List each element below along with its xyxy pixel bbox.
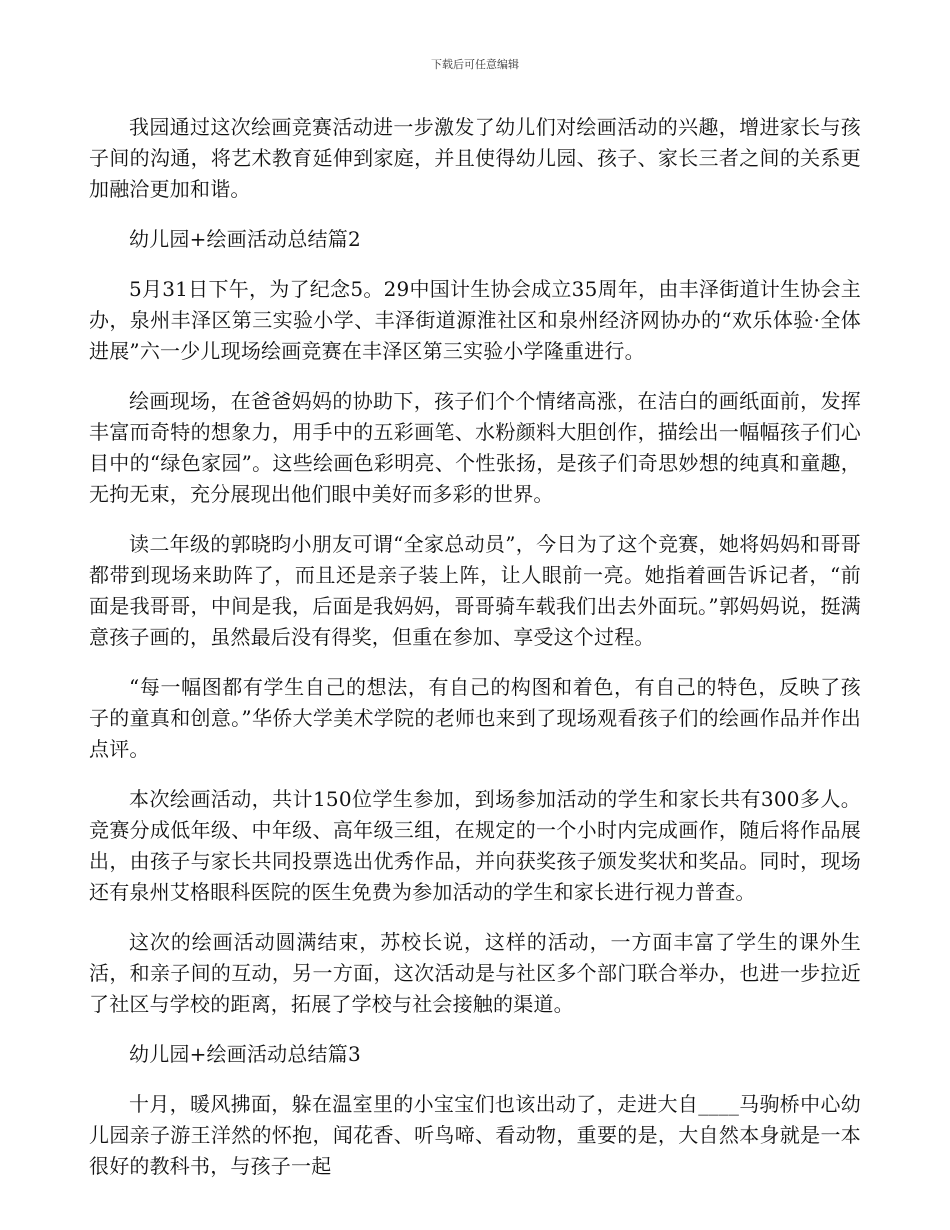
paragraph-summary-intro: 我园通过这次绘画竞赛活动进一步激发了幼儿们对绘画活动的兴趣，增进家长与孩子间的沟通，将艺术教育延伸到家庭，并且使得幼儿园、孩子、家长三者之间的关系更加融洽更加和谐。: [89, 115, 861, 201]
document-body: [89, 112, 861, 1201]
paragraph-conclusion: 这次的绘画活动圆满结束，苏校长说，这样的活动，一方面丰富了学生的课外生活，和亲子间的互动，另一方面，这次活动是与社区多个部门联合举办，也进一步拉近了社区与学校的距离，拓展了学校与社会接触的渠道。: [89, 930, 861, 1016]
page-header: 下载后可任意编辑: [431, 58, 519, 71]
section-heading-2: 幼儿园+绘画活动总结篇2: [129, 227, 361, 251]
paragraph-drawing-scene: 绘画现场，在爸爸妈妈的协助下，孩子们个个情绪高涨，在洁白的画纸面前，发挥丰富而奇特的想象力，用手中的五彩画笔、水粉颜料大胆创作，描绘出一幅幅孩子们心目中的“绿色家园”。这些绘画色彩明亮、个性张扬，是孩子们奇思妙想的纯真和童趣，无拘无束，充分展现出他们眼中美好而多彩的世界。: [89, 389, 861, 506]
paragraph-october-trip: 十月，暖风拂面，躲在温室里的小宝宝们也该出动了，走进大自____马驹桥中心幼儿园亲子游王洋然的怀抱，闻花香、听鸟啼、看动物，重要的是，大自然本身就是一本很好的教科书，与孩子一起: [89, 1092, 861, 1178]
paragraph-family-story: 读二年级的郭晓昀小朋友可谓“全家总动员”，今日为了这个竞赛，她将妈妈和哥哥都带到现场来助阵了，而且还是亲子装上阵，让人眼前一亮。她指着画告诉记者，“前面是我哥哥，中间是我，后面是我妈妈，哥哥骑车载我们出去外面玩。”郭妈妈说，挺满意孩子画的，虽然最后没有得奖，但重在参加、享受这个过程。: [89, 532, 861, 649]
paragraph-event-details: 本次绘画活动，共计150位学生参加，到场参加活动的学生和家长共有300多人。竞赛分成低年级、中年级、高年级三组，在规定的一个小时内完成画作，随后将作品展出，由孩子与家长共同投票选出优秀作品，并向获奖孩子颁发奖状和奖品。同时，现场还有泉州艾格眼科医院的医生免费为参加活动的学生和家长进行视力普查。: [89, 787, 861, 904]
paragraph-event-intro: 5月31日下午，为了纪念5。29中国计生协会成立35周年，由丰泽街道计生协会主办，泉州丰泽区第三实验小学、丰泽街道源淮社区和泉州经济网协办的“欢乐体验·全体进展”六一少儿现场绘画竞赛在丰泽区第三实验小学隆重进行。: [89, 277, 861, 363]
section-heading-3: 幼儿园+绘画活动总结篇3: [129, 1042, 361, 1066]
paragraph-teacher-quote: “每一幅图都有学生自己的想法，有自己的构图和着色，有自己的特色，反映了孩子的童真和创意。”华侨大学美术学院的老师也来到了现场观看孩子们的绘画作品并作出点评。: [89, 675, 861, 761]
